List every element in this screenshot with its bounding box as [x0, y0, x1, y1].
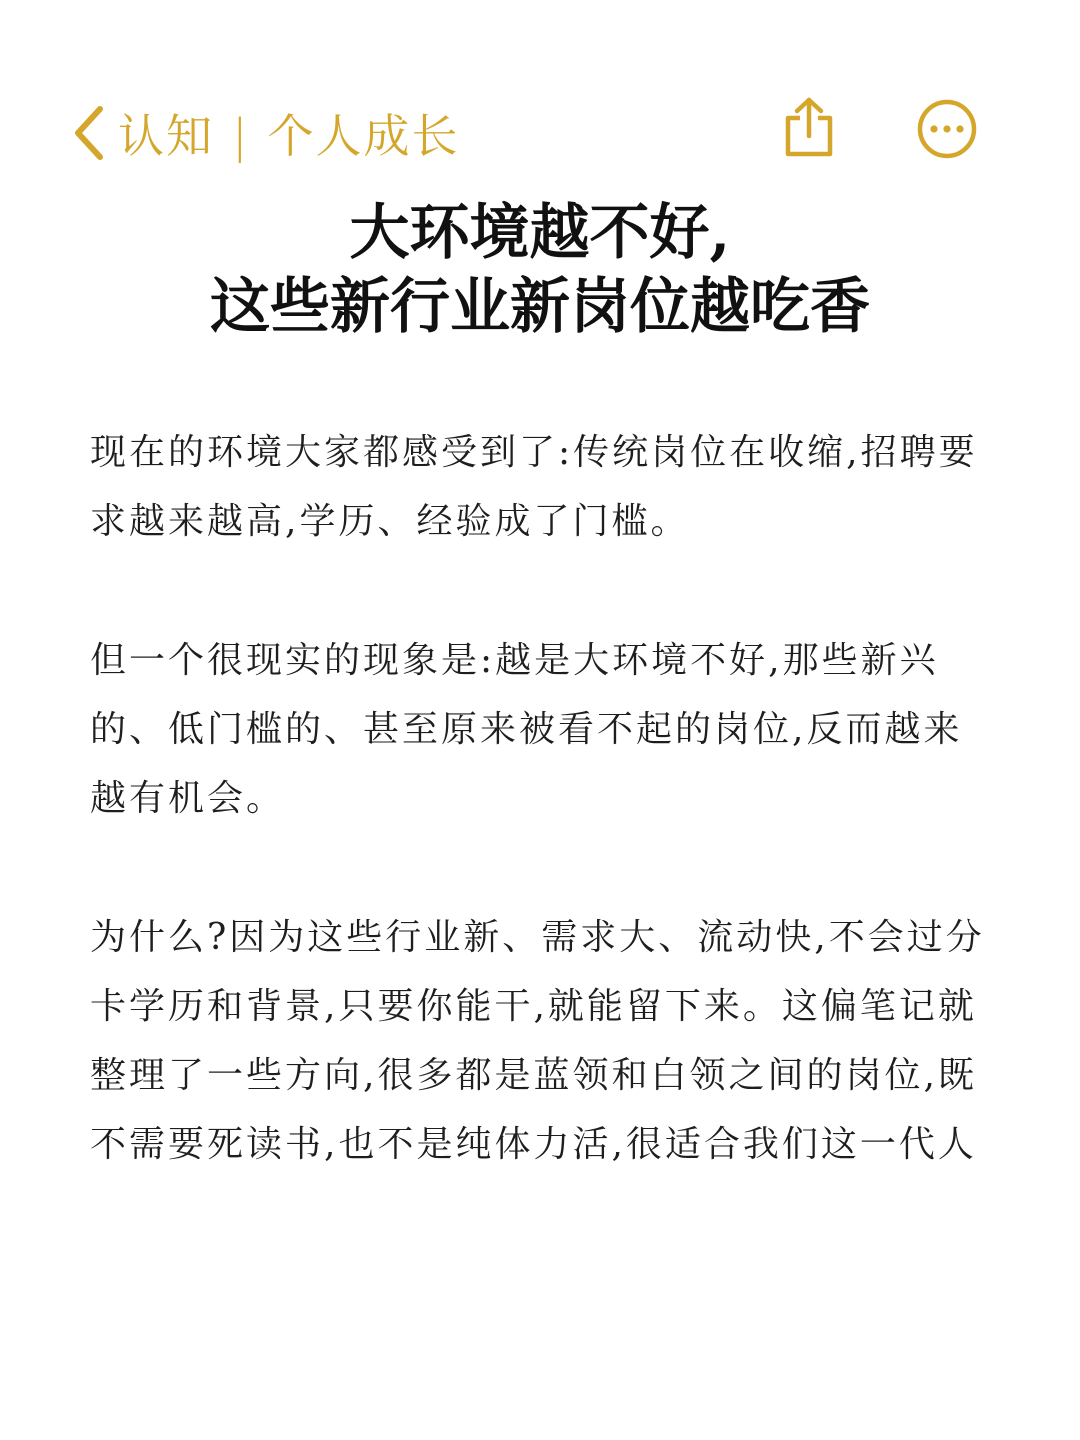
breadcrumb-subcategory: 个人成长	[267, 109, 460, 163]
share-icon	[782, 143, 836, 162]
breadcrumb-category: 认知	[118, 109, 214, 163]
article-body	[90, 418, 990, 1249]
breadcrumb-separator: |	[232, 109, 250, 163]
paragraph-3: 为什么?因为这些行业新、需求大、流动快,不会过分卡学历和背景,只要你能干,就能留下来。这偏笔记就整理了一些方向,很多都是蓝领和白领之间的岗位,既不需要死读书,也不是纯体力活,很适合我们这一代人	[90, 917, 985, 1165]
share-button[interactable]	[782, 96, 836, 162]
back-button[interactable]	[72, 98, 460, 168]
title-line-1: 大环境越不好,	[349, 198, 731, 268]
paragraph-1: 现在的环境大家都感受到了:传统岗位在收缩,招聘要求越来越高,学历、经验成了门槛。	[90, 432, 978, 542]
article-title	[0, 196, 1080, 344]
breadcrumb	[118, 100, 460, 166]
chevron-left-icon	[72, 103, 106, 163]
more-horizontal-icon	[916, 145, 978, 164]
top-navigation-bar	[0, 88, 1080, 178]
paragraph-2: 但一个很现实的现象是:越是大环境不好,那些新兴的、低门槛的、甚至原来被看不起的岗位,反而越来越有机会。	[90, 640, 963, 819]
more-button[interactable]	[916, 98, 978, 164]
title-line-2: 这些新行业新岗位越吃香	[210, 272, 870, 342]
